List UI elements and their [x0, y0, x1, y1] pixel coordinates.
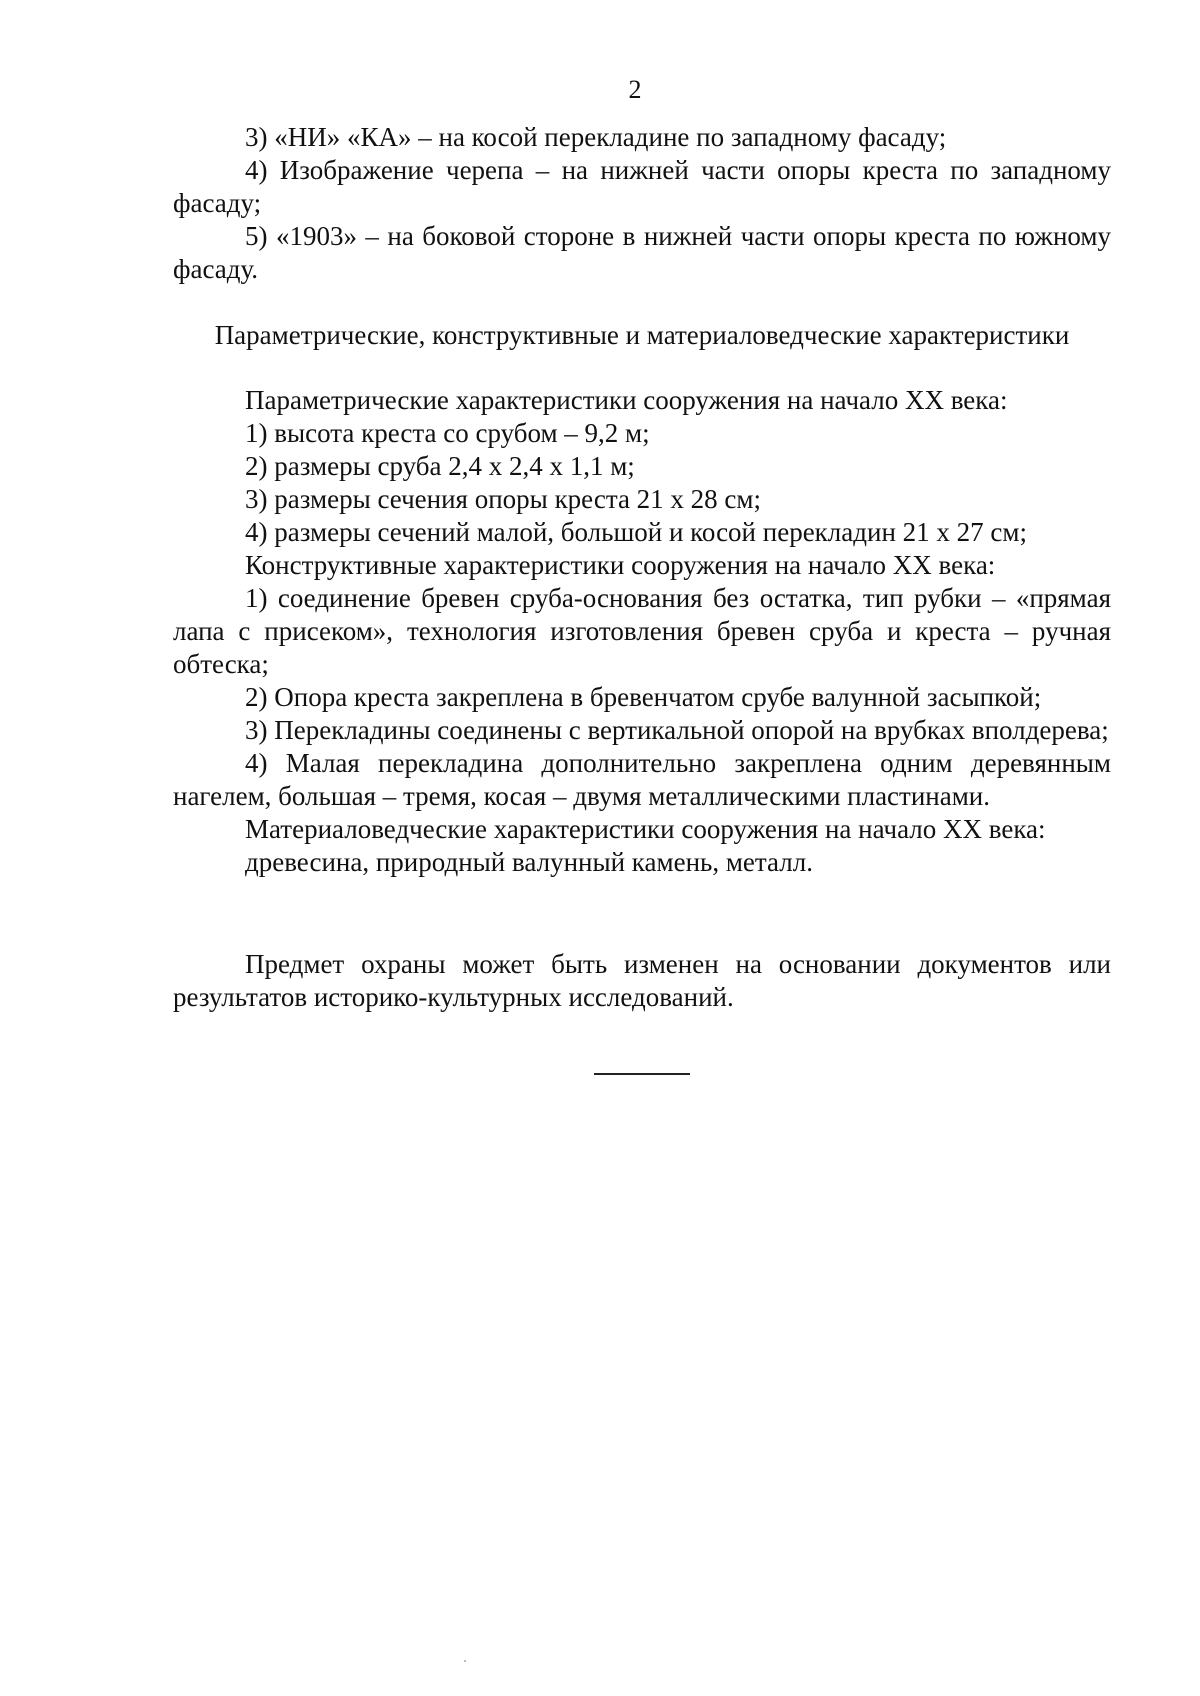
- top-item-4: 4) Изображение черепа – на нижней части опоры креста по западному фасаду;: [173, 155, 1111, 218]
- material-intro: Материаловедческие характеристики сооружения на начало XX века:: [245, 814, 1046, 844]
- constructive-item-1: 1) соединение бревен сруба-основания без остатка, тип рубки – «прямая лапа с присеком», технология изготовления бревен сруба и креста – ручная обтеска;: [173, 583, 1111, 679]
- constructive-item-4: 4) Малая перекладина дополнительно закреплена одним деревянным нагелем, большая – тремя, косая – двумя металлическими пластинами.: [173, 748, 1111, 811]
- top-items-block: [173, 121, 1111, 286]
- top-item-5: 5) «1903» – на боковой стороне в нижней части опоры креста по южному фасаду.: [173, 221, 1111, 284]
- scan-speck: [464, 1660, 466, 1662]
- constructive-intro: Конструктивные характеристики сооружения на начало XX века:: [245, 550, 996, 580]
- page-number: 2: [628, 75, 642, 104]
- parametric-item-1: 1) высота креста со срубом – 9,2 м;: [245, 418, 650, 448]
- material-text: древесина, природный валунный камень, металл.: [245, 847, 813, 877]
- parametric-intro: Параметрические характеристики сооружения на начало XX века:: [245, 385, 1008, 415]
- parametric-item-3: 3) размеры сечения опоры креста 21 х 28 см;: [245, 484, 762, 514]
- characteristics-block: [173, 384, 1111, 879]
- closing-block: [173, 948, 1111, 1014]
- closing-paragraph: Предмет охраны может быть изменен на основании документов или результатов историко-культурных исследований.: [173, 949, 1111, 1012]
- constructive-item-3: 3) Перекладины соединены с вертикальной опорой на врубках вполдерева;: [245, 715, 1109, 745]
- end-divider: [594, 1073, 690, 1075]
- parametric-item-2: 2) размеры сруба 2,4 х 2,4 х 1,1 м;: [245, 451, 635, 481]
- top-item-3: 3) «НИ» «КА» – на косой перекладине по западному фасаду;: [245, 122, 947, 152]
- parametric-item-4: 4) размеры сечений малой, большой и косой перекладин 21 х 27 см;: [245, 517, 1027, 547]
- section-heading: Параметрические, конструктивные и материаловедческие характеристики: [214, 320, 1070, 350]
- constructive-item-2: 2) Опора креста закреплена в бревенчатом срубе валунной засыпкой;: [245, 682, 1042, 712]
